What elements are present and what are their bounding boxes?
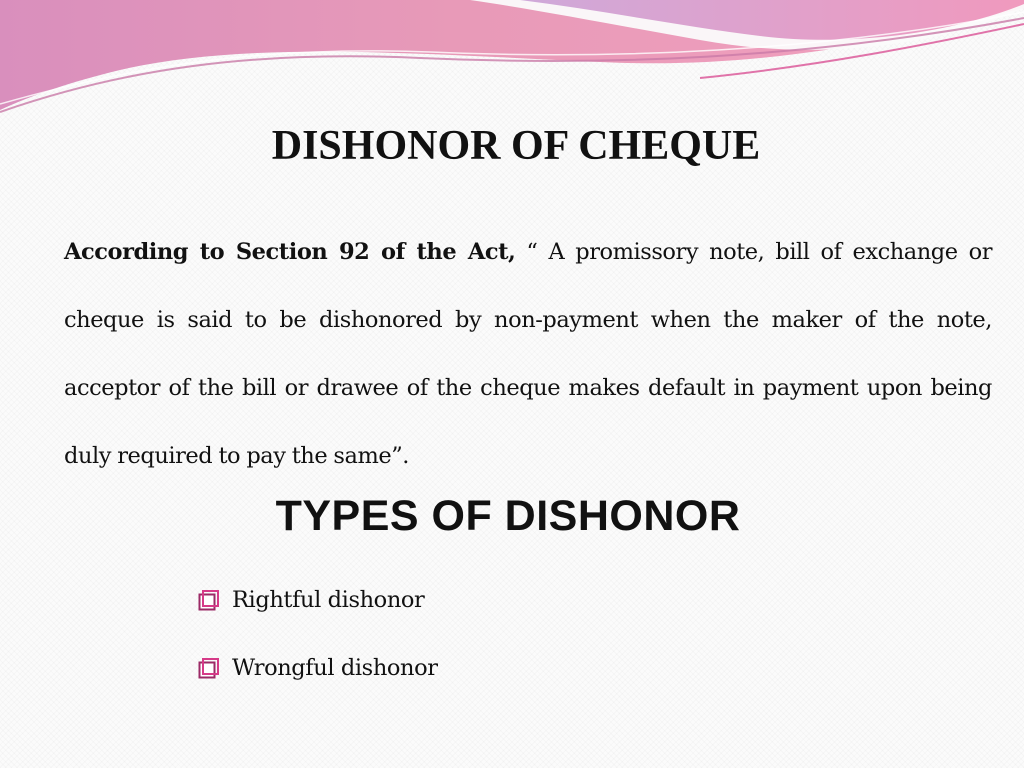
slide-title: DISHONOR OF CHEQUE — [271, 123, 761, 169]
types-heading: TYPES OF DISHONOR — [275, 492, 741, 540]
definition-quote: “ A promissory note, bill of exchange or cheque is said to be dishonored by non-payment when the maker of the note, acceptor of the bill or drawee of the cheque makes default in payment upon being duly required to pay the same”. — [64, 239, 992, 469]
definition-paragraph — [64, 218, 992, 490]
header-wave-decoration — [0, 0, 1024, 120]
checkbox-bullet-icon — [198, 589, 220, 611]
types-list — [198, 574, 438, 710]
checkbox-bullet-icon — [198, 657, 220, 679]
list-item-label: Wrongful dishonor — [232, 655, 438, 681]
definition-lead: According to Section 92 of the Act, — [64, 239, 516, 265]
list-item-rightful-dishonor — [198, 574, 438, 626]
list-item-label: Rightful dishonor — [232, 587, 425, 613]
list-item-wrongful-dishonor — [198, 642, 438, 694]
